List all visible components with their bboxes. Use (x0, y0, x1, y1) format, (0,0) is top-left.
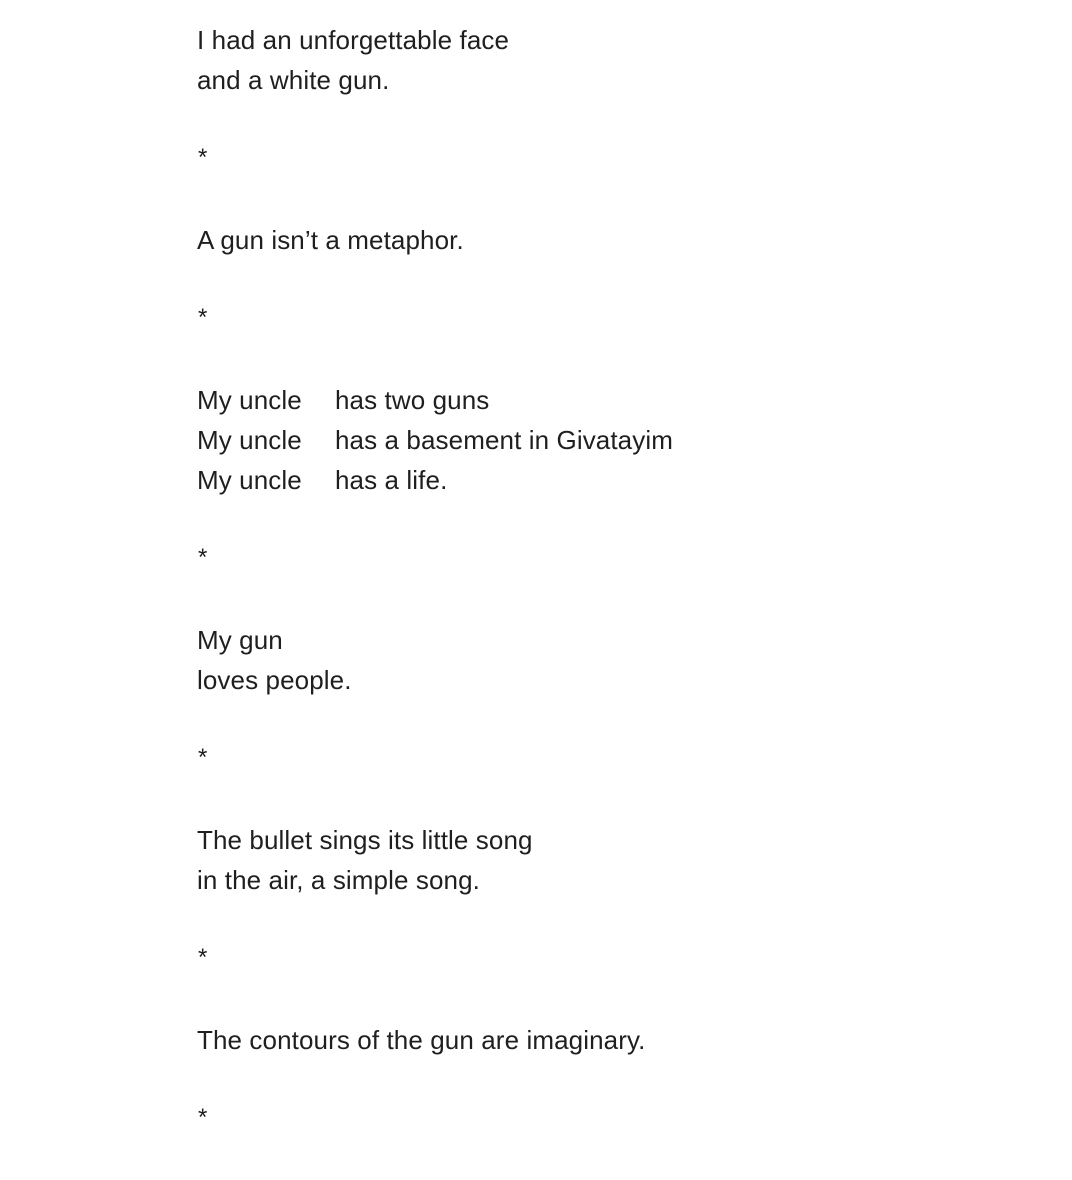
stanza-gap (197, 260, 957, 300)
stanza-gap (197, 340, 957, 380)
poem-line (197, 380, 957, 420)
poem-line-left: My uncle (197, 385, 302, 415)
poem-line (197, 460, 957, 500)
stanza-gap (197, 580, 957, 620)
poem-text (197, 20, 957, 1140)
poem-line: A gun isn’t a metaphor. (197, 225, 464, 255)
stanza-separator: * (198, 744, 208, 771)
stanza-gap (197, 100, 957, 140)
stanza-separator: * (198, 944, 208, 971)
poem-line: in the air, a simple song. (197, 865, 480, 895)
stanza-gap (197, 180, 957, 220)
poem-line: and a white gun. (197, 65, 390, 95)
poem-line: My gun (197, 625, 283, 655)
stanza-gap (197, 500, 957, 540)
poem-line: The bullet sings its little song (197, 825, 533, 855)
poem-line-right: has a life. (335, 465, 448, 495)
poem-line: The contours of the gun are imaginary. (197, 1025, 646, 1055)
poem-line: I had an unforgettable face (197, 25, 510, 55)
stanza-gap (197, 980, 957, 1020)
stanza-separator: * (198, 544, 208, 571)
stanza-separator: * (198, 144, 208, 171)
stanza-gap (197, 700, 957, 740)
poem-line-left: My uncle (197, 465, 302, 495)
stanza-separator: * (198, 304, 208, 331)
poem-line: loves people. (197, 665, 352, 695)
stanza-separator: * (198, 1104, 208, 1131)
poem-line-right: has a basement in Givatayim (335, 425, 673, 455)
stanza-gap (197, 780, 957, 820)
stanza-gap (197, 900, 957, 940)
poem-line (197, 420, 957, 460)
poem-line-left: My uncle (197, 425, 302, 455)
stanza-gap (197, 1060, 957, 1100)
poem-line-right: has two guns (335, 385, 490, 415)
